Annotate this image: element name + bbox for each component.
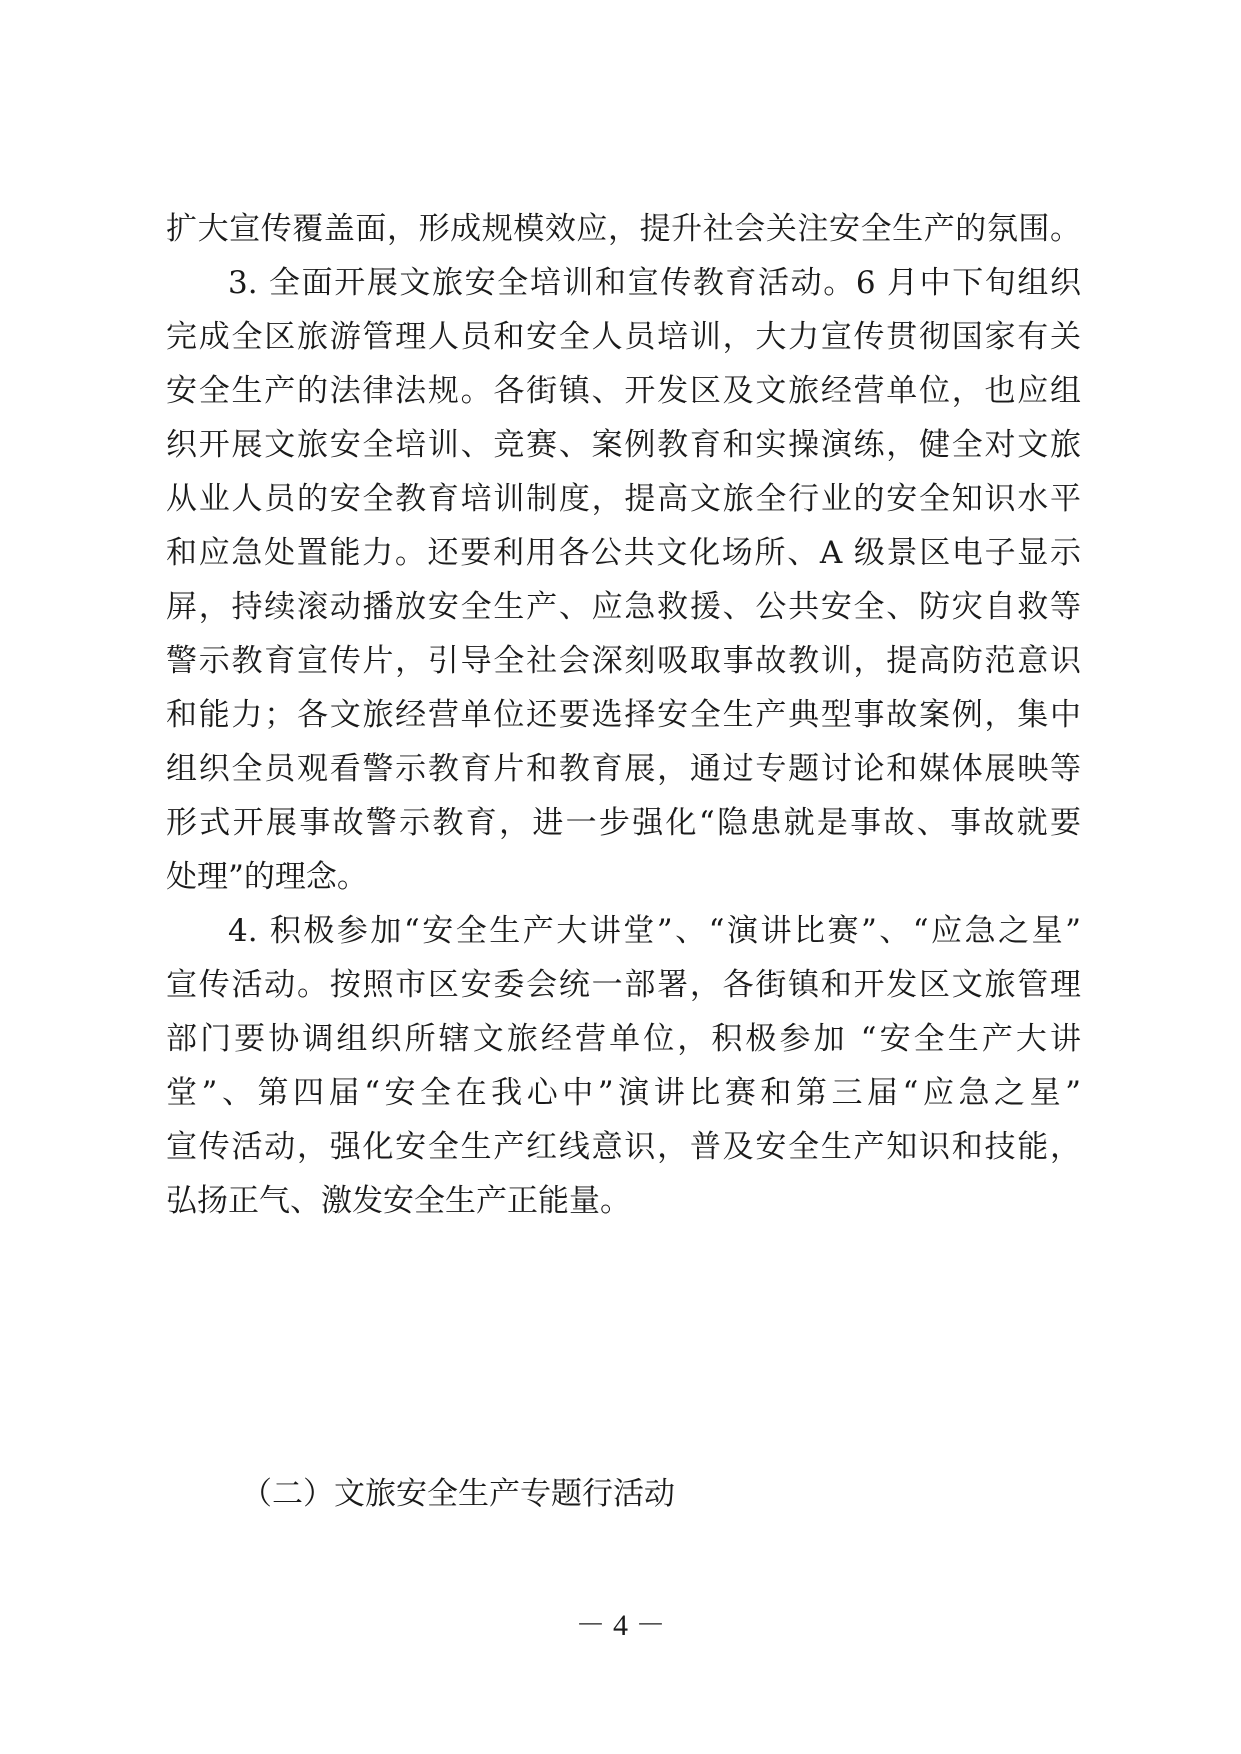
- text-line: 堂”、第四届“安全在我心中”演讲比赛和第三届“应急之星”: [166, 1075, 1081, 1111]
- text-line: 织开展文旅安全培训、竞赛、案例教育和实操演练，健全对文旅: [166, 427, 1081, 463]
- text-line: 宣传活动，强化安全生产红线意识，普及安全生产知识和技能，: [166, 1129, 1081, 1165]
- text-line: 扩大宣传覆盖面，形成规模效应，提升社会关注安全生产的氛围。: [166, 211, 1081, 247]
- text-line: 4. 积极参加“安全生产大讲堂”、“演讲比赛”、“应急之星”: [228, 913, 1081, 949]
- text-line: 处理”的理念。: [166, 859, 368, 895]
- text-line: 形式开展事故警示教育，进一步强化“隐患就是事故、事故就要: [166, 805, 1081, 841]
- text-line: 屏，持续滚动播放安全生产、应急救援、公共安全、防灾自救等: [166, 589, 1081, 625]
- text-line: 安全生产的法律法规。各街镇、开发区及文旅经营单位，也应组: [166, 373, 1081, 409]
- text-line: 宣传活动。按照市区安委会统一部署，各街镇和开发区文旅管理: [166, 967, 1081, 1003]
- section-subheading: （二）文旅安全生产专题行活动: [241, 1476, 675, 1512]
- text-line: 从业人员的安全教育培训制度，提高文旅全行业的安全知识水平: [166, 481, 1081, 517]
- text-line: 和应急处置能力。还要利用各公共文化场所、A 级景区电子显示: [166, 535, 1081, 571]
- text-line: 弘扬正气、激发安全生产正能量。: [166, 1183, 631, 1219]
- text-line: 3. 全面开展文旅安全培训和宣传教育活动。6 月中下旬组织: [228, 265, 1081, 301]
- text-line: 部门要协调组织所辖文旅经营单位，积极参加 “安全生产大讲: [166, 1021, 1081, 1057]
- text-line: 警示教育宣传片，引导全社会深刻吸取事故教训，提高防范意识: [166, 643, 1081, 679]
- text-line: 和能力；各文旅经营单位还要选择安全生产典型事故案例，集中: [166, 697, 1081, 733]
- text-line: 组织全员观看警示教育片和教育展，通过专题讨论和媒体展映等: [166, 751, 1081, 787]
- page-number: － 4 －: [575, 1609, 666, 1642]
- text-line: 完成全区旅游管理人员和安全人员培训，大力宣传贯彻国家有关: [166, 319, 1081, 355]
